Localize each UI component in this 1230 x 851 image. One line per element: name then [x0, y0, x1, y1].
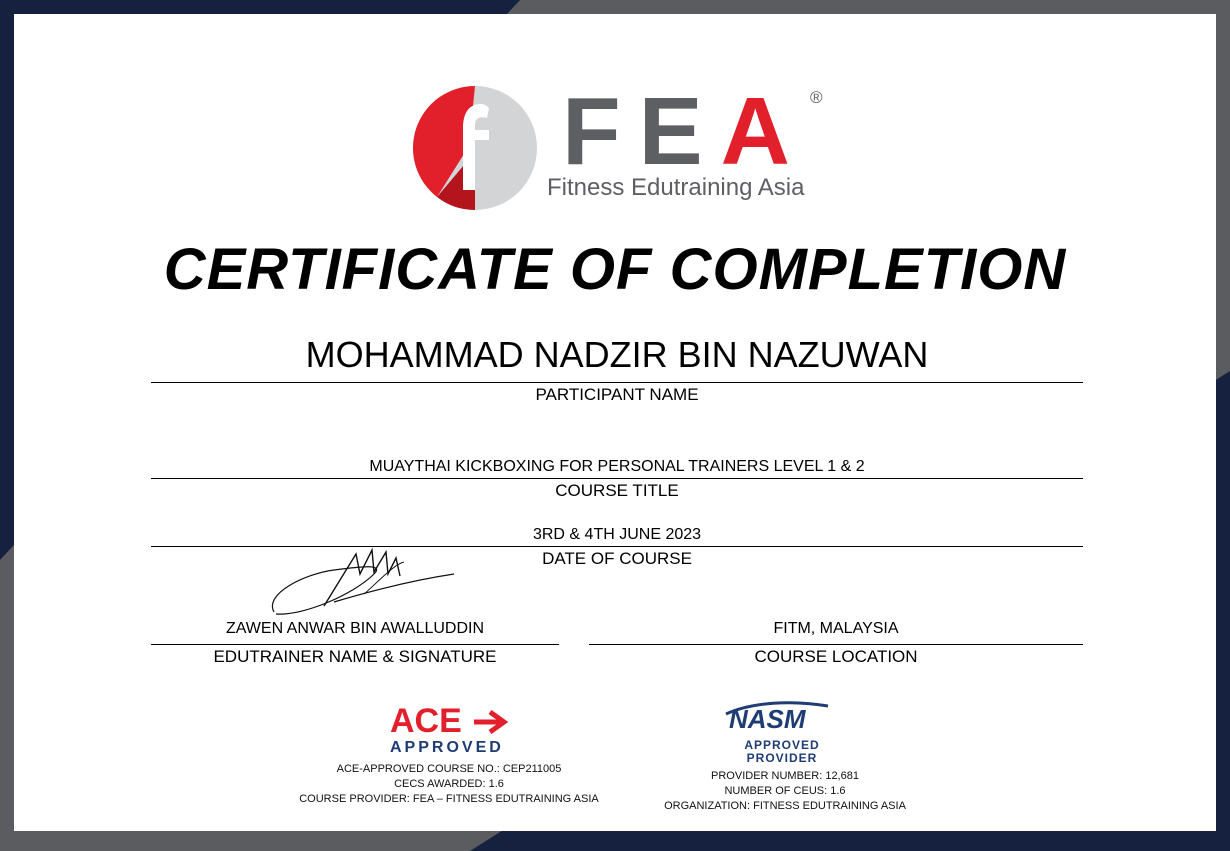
course-title-label: COURSE TITLE — [555, 481, 679, 500]
participant-name-label: PARTICIPANT NAME — [535, 385, 699, 404]
participant-name-value: MOHAMMAD NADZIR BIN NAZUWAN — [305, 334, 929, 375]
ace-cecs-awarded: CECS AWARDED: 1.6 — [394, 778, 504, 790]
fea-logo-icon — [409, 82, 541, 214]
nasm-logo-text: NASM — [729, 704, 806, 734]
nasm-provider-word: PROVIDER — [746, 751, 818, 765]
ace-approved-text: APPROVED — [390, 739, 504, 756]
ace-course-number: ACE-APPROVED COURSE NO.: CEP211005 — [336, 763, 562, 775]
participant-line — [151, 382, 1083, 383]
registered-mark: ® — [810, 88, 823, 107]
nasm-approved-word: APPROVED — [744, 738, 820, 752]
fea-logo-text: FEA — [562, 78, 808, 185]
nasm-provider-number: PROVIDER NUMBER: 12,681 — [711, 770, 859, 782]
course-date-value: 3RD & 4TH JUNE 2023 — [532, 526, 702, 543]
location-line — [589, 644, 1083, 645]
trainer-name-value: ZAWEN ANWAR BIN AWALLUDDIN — [225, 620, 485, 637]
certificate-paper — [14, 14, 1216, 831]
nasm-organization: ORGANIZATION: FITNESS EDUTRAINING ASIA — [664, 800, 906, 812]
course-date-label: DATE OF COURSE — [542, 549, 692, 568]
trainer-name-label: EDUTRAINER NAME & SIGNATURE — [213, 647, 497, 666]
course-location-value: FITM, MALAYSIA — [773, 620, 899, 637]
trainer-line — [151, 644, 559, 645]
nasm-ceus: NUMBER OF CEUS: 1.6 — [724, 785, 846, 797]
nasm-approved-provider — [712, 739, 852, 765]
ace-arrow-icon — [472, 710, 512, 734]
ace-course-provider: COURSE PROVIDER: FEA – FITNESS EDUTRAINING ASIA — [299, 793, 599, 805]
course-line — [151, 478, 1083, 479]
trainer-signature — [264, 544, 464, 624]
fea-tagline: Fitness Edutraining Asia — [547, 174, 805, 201]
certificate-title: CERTIFICATE OF COMPLETION — [163, 237, 1067, 302]
ace-logo-text: ACE — [390, 702, 462, 740]
course-location-label: COURSE LOCATION — [754, 647, 918, 666]
course-title-value: MUAYTHAI KICKBOXING FOR PERSONAL TRAINERS LEVEL 1 & 2 — [369, 458, 865, 475]
